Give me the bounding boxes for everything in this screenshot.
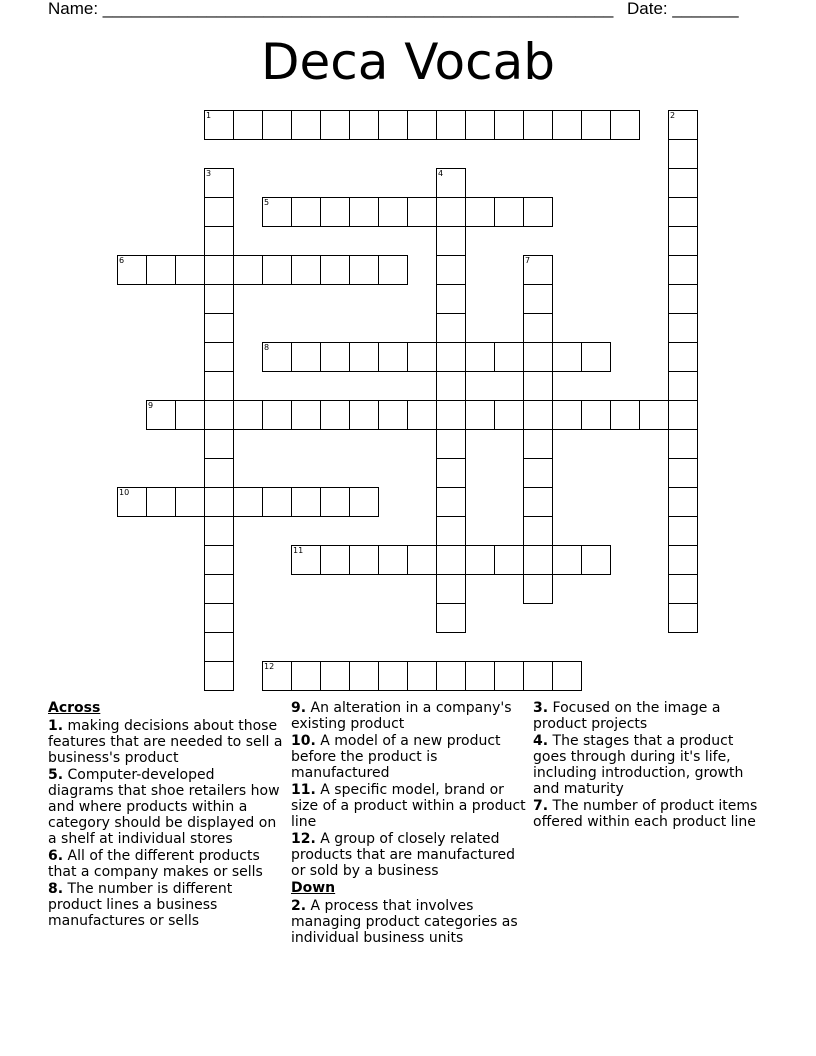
grid-cell[interactable] (668, 197, 698, 227)
clue-text: A process that involves managing product categories as individual business units (291, 898, 518, 946)
grid-cell[interactable] (465, 197, 495, 227)
clue-text: Computer-developed diagrams that shoe retailers how and where products within a category should be displayed on a shelf at individual stores (48, 767, 280, 847)
clues-column-3 (533, 700, 769, 831)
grid-cell[interactable] (320, 255, 350, 285)
grid-cell[interactable] (523, 661, 553, 691)
clue-number: 7. (533, 798, 549, 814)
clues-column-1 (48, 700, 284, 930)
grid-cell[interactable] (668, 400, 698, 430)
grid-cell[interactable] (436, 284, 466, 314)
cell-number: 8 (264, 343, 270, 352)
grid-cell[interactable] (436, 110, 466, 140)
clue-down (291, 898, 527, 946)
date-field[interactable]: Date: _______ (627, 0, 739, 18)
grid-cell[interactable] (668, 168, 698, 198)
grid-cell[interactable] (436, 429, 466, 459)
cell-number: 2 (670, 111, 676, 120)
cell-number: 10 (119, 488, 130, 497)
grid-cell[interactable] (610, 110, 640, 140)
grid-cell[interactable] (117, 487, 147, 517)
clues-column-2 (291, 700, 527, 947)
grid-cell[interactable] (523, 458, 553, 488)
cell-number: 9 (148, 401, 154, 410)
grid-cell[interactable] (668, 545, 698, 575)
grid-cell[interactable] (233, 255, 263, 285)
grid-cell[interactable] (552, 110, 582, 140)
grid-cell[interactable] (204, 574, 234, 604)
grid-cell[interactable] (465, 661, 495, 691)
grid-cell[interactable] (262, 400, 292, 430)
grid-cell[interactable] (523, 545, 553, 575)
grid-cell[interactable] (523, 197, 553, 227)
grid-cell[interactable] (291, 661, 321, 691)
grid-cell[interactable] (552, 342, 582, 372)
grid-cell[interactable] (320, 545, 350, 575)
grid-cell[interactable] (320, 197, 350, 227)
grid-cell[interactable] (146, 400, 176, 430)
clues-section (48, 700, 778, 1000)
grid-cell[interactable] (175, 400, 205, 430)
clue-number: 5. (48, 767, 64, 783)
grid-cell[interactable] (436, 255, 466, 285)
grid-cell[interactable] (523, 400, 553, 430)
grid-cell[interactable] (523, 110, 553, 140)
grid-cell[interactable] (494, 197, 524, 227)
grid-cell[interactable] (349, 661, 379, 691)
grid-cell[interactable] (523, 429, 553, 459)
grid-cell[interactable] (494, 661, 524, 691)
grid-cell[interactable] (639, 400, 669, 430)
clue-across (291, 700, 527, 732)
grid-cell[interactable] (465, 342, 495, 372)
grid-cell[interactable] (494, 110, 524, 140)
cell-number: 6 (119, 256, 125, 265)
grid-cell[interactable] (262, 110, 292, 140)
across-heading: Across (48, 700, 101, 716)
grid-cell[interactable] (668, 110, 698, 140)
grid-cell[interactable] (204, 603, 234, 633)
grid-cell[interactable] (204, 632, 234, 662)
grid-cell[interactable] (407, 110, 437, 140)
clue-number: 2. (291, 898, 307, 914)
page-title: Deca Vocab (260, 33, 556, 91)
grid-cell[interactable] (204, 226, 234, 256)
grid-cell[interactable] (668, 255, 698, 285)
cell-number: 4 (438, 169, 444, 178)
grid-cell[interactable] (146, 255, 176, 285)
clue-text: The number is different product lines a business manufactures or sells (48, 881, 233, 929)
grid-cell[interactable] (378, 400, 408, 430)
grid-cell[interactable] (668, 487, 698, 517)
grid-cell[interactable] (668, 603, 698, 633)
grid-cell[interactable] (320, 661, 350, 691)
grid-cell[interactable] (581, 545, 611, 575)
grid-cell[interactable] (465, 545, 495, 575)
clue-text: The stages that a product goes through during it's life, including introduction, growth and maturity (533, 733, 744, 797)
grid-cell[interactable] (233, 487, 263, 517)
clue-number: 4. (533, 733, 549, 749)
clue-number: 1. (48, 718, 64, 734)
clue-text: A group of closely related products that are manufactured or sold by a business (291, 831, 516, 879)
grid-cell[interactable] (204, 661, 234, 691)
grid-cell[interactable] (436, 487, 466, 517)
cell-number: 5 (264, 198, 270, 207)
down-heading: Down (291, 880, 336, 896)
clue-text: All of the different products that a company makes or sells (48, 848, 263, 880)
grid-cell[interactable] (407, 342, 437, 372)
clue-across (291, 782, 527, 830)
clue-number: 12. (291, 831, 316, 847)
grid-cell[interactable] (262, 197, 292, 227)
grid-cell[interactable] (668, 458, 698, 488)
grid-cell[interactable] (436, 226, 466, 256)
grid-cell[interactable] (204, 400, 234, 430)
clue-text: Focused on the image a product projects (533, 700, 721, 732)
grid-cell[interactable] (378, 197, 408, 227)
clue-across (48, 767, 284, 847)
grid-cell[interactable] (204, 197, 234, 227)
grid-cell[interactable] (349, 197, 379, 227)
clue-text: The number of product items offered within each product line (533, 798, 758, 830)
grid-cell[interactable] (436, 400, 466, 430)
grid-cell[interactable] (494, 545, 524, 575)
grid-cell[interactable] (523, 313, 553, 343)
grid-cell[interactable] (523, 574, 553, 604)
grid-cell[interactable] (436, 516, 466, 546)
grid-cell[interactable] (320, 342, 350, 372)
grid-cell[interactable] (175, 487, 205, 517)
grid-cell[interactable] (523, 516, 553, 546)
grid-cell[interactable] (204, 313, 234, 343)
clue-text: making decisions about those features that are needed to sell a business's product (48, 718, 283, 766)
grid-cell[interactable] (204, 168, 234, 198)
grid-cell[interactable] (291, 487, 321, 517)
grid-cell[interactable] (378, 342, 408, 372)
clue-text: A specific model, brand or size of a product within a product line (291, 782, 526, 830)
grid-cell[interactable] (436, 168, 466, 198)
clue-number: 9. (291, 700, 307, 716)
clue-down (533, 733, 769, 797)
grid-cell[interactable] (204, 429, 234, 459)
grid-cell[interactable] (668, 284, 698, 314)
grid-cell[interactable] (436, 574, 466, 604)
grid-cell[interactable] (436, 603, 466, 633)
cell-number: 1 (206, 111, 212, 120)
grid-cell[interactable] (204, 487, 234, 517)
grid-cell[interactable] (436, 545, 466, 575)
grid-cell[interactable] (552, 545, 582, 575)
grid-cell[interactable] (668, 516, 698, 546)
grid-cell[interactable] (523, 371, 553, 401)
grid-cell[interactable] (291, 197, 321, 227)
cell-number: 7 (525, 256, 531, 265)
grid-cell[interactable] (378, 545, 408, 575)
grid-cell[interactable] (436, 197, 466, 227)
grid-cell[interactable] (552, 400, 582, 430)
grid-cell[interactable] (262, 487, 292, 517)
grid-cell[interactable] (668, 313, 698, 343)
grid-cell[interactable] (204, 371, 234, 401)
grid-cell[interactable] (349, 342, 379, 372)
grid-cell[interactable] (668, 371, 698, 401)
grid-cell[interactable] (262, 342, 292, 372)
clue-number: 11. (291, 782, 316, 798)
grid-cell[interactable] (494, 342, 524, 372)
grid-cell[interactable] (436, 313, 466, 343)
grid-cell[interactable] (465, 400, 495, 430)
grid-cell[interactable] (349, 545, 379, 575)
grid-cell[interactable] (204, 110, 234, 140)
cell-number: 11 (293, 546, 304, 555)
grid-cell[interactable] (175, 255, 205, 285)
grid-cell[interactable] (523, 342, 553, 372)
clue-number: 10. (291, 733, 316, 749)
grid-cell[interactable] (204, 458, 234, 488)
grid-cell[interactable] (668, 139, 698, 169)
grid-cell[interactable] (320, 400, 350, 430)
grid-cell[interactable] (291, 545, 321, 575)
grid-cell[interactable] (233, 400, 263, 430)
grid-cell[interactable] (204, 516, 234, 546)
clue-across (48, 881, 284, 929)
grid-cell[interactable] (291, 400, 321, 430)
clue-number: 3. (533, 700, 549, 716)
clue-across (291, 831, 527, 879)
clue-across (48, 718, 284, 766)
grid-cell[interactable] (407, 400, 437, 430)
grid-cell[interactable] (349, 487, 379, 517)
grid-cell[interactable] (581, 400, 611, 430)
grid-cell[interactable] (204, 342, 234, 372)
grid-cell[interactable] (262, 661, 292, 691)
grid-cell[interactable] (204, 284, 234, 314)
grid-cell[interactable] (349, 110, 379, 140)
grid-cell[interactable] (204, 255, 234, 285)
clue-across (291, 733, 527, 781)
clue-number: 8. (48, 881, 64, 897)
grid-cell[interactable] (407, 661, 437, 691)
grid-cell[interactable] (436, 661, 466, 691)
grid-cell[interactable] (291, 255, 321, 285)
grid-cell[interactable] (552, 661, 582, 691)
grid-cell[interactable] (204, 545, 234, 575)
grid-cell[interactable] (320, 110, 350, 140)
grid-cell[interactable] (320, 487, 350, 517)
grid-cell[interactable] (494, 400, 524, 430)
grid-cell[interactable] (407, 197, 437, 227)
grid-cell[interactable] (523, 255, 553, 285)
grid-cell[interactable] (349, 400, 379, 430)
clue-text: An alteration in a company's existing product (291, 700, 512, 732)
grid-cell[interactable] (146, 487, 176, 517)
grid-cell[interactable] (262, 255, 292, 285)
clue-number: 6. (48, 848, 64, 864)
clue-across (48, 848, 284, 880)
grid-cell[interactable] (668, 342, 698, 372)
name-field[interactable]: Name: ______________________________________________________ (48, 0, 614, 18)
cell-number: 12 (264, 662, 275, 671)
grid-cell[interactable] (465, 110, 495, 140)
grid-cell[interactable] (378, 110, 408, 140)
grid-cell[interactable] (117, 255, 147, 285)
grid-cell[interactable] (407, 545, 437, 575)
grid-cell[interactable] (291, 342, 321, 372)
grid-cell[interactable] (668, 226, 698, 256)
clue-down (533, 700, 769, 732)
grid-cell[interactable] (610, 400, 640, 430)
grid-cell[interactable] (378, 255, 408, 285)
clue-down (533, 798, 769, 830)
grid-cell[interactable] (291, 110, 321, 140)
grid-cell[interactable] (233, 110, 263, 140)
grid-cell[interactable] (436, 458, 466, 488)
grid-cell[interactable] (436, 371, 466, 401)
grid-cell[interactable] (523, 284, 553, 314)
grid-cell[interactable] (581, 342, 611, 372)
grid-cell[interactable] (668, 429, 698, 459)
grid-cell[interactable] (378, 661, 408, 691)
grid-cell[interactable] (668, 574, 698, 604)
clue-text: A model of a new product before the product is manufactured (291, 733, 501, 781)
grid-cell[interactable] (349, 255, 379, 285)
grid-cell[interactable] (436, 342, 466, 372)
cell-number: 3 (206, 169, 212, 178)
grid-cell[interactable] (523, 487, 553, 517)
grid-cell[interactable] (581, 110, 611, 140)
